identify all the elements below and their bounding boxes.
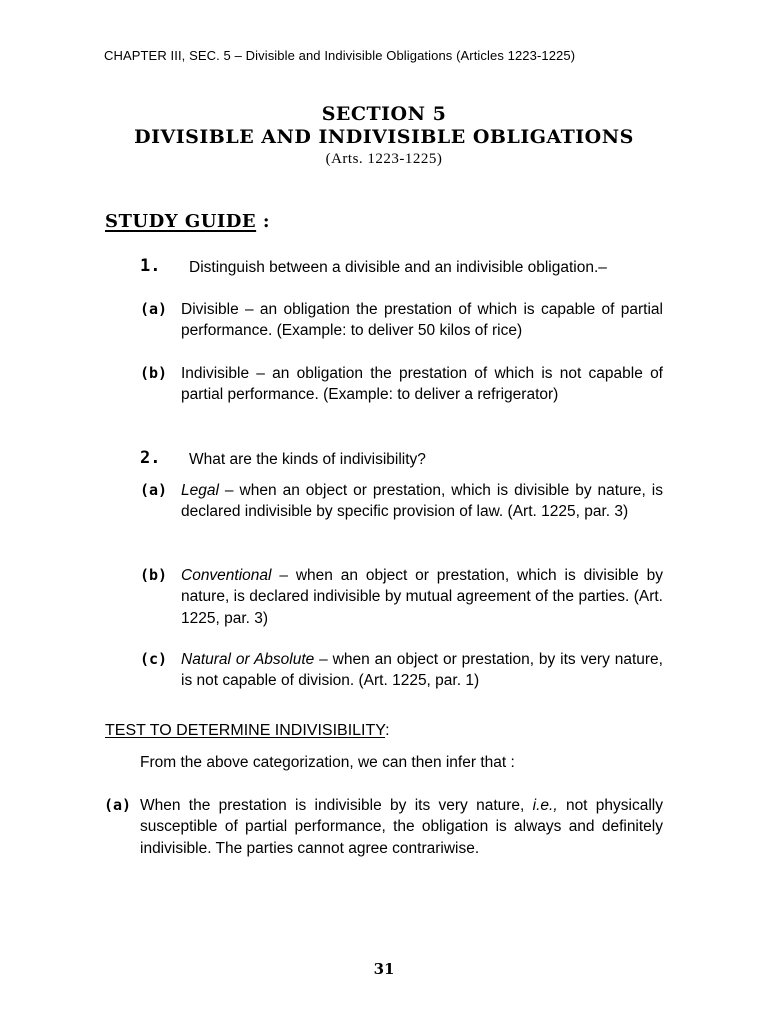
test-item-a-italic: i.e., [532,797,558,814]
q2-item-c-label: (c) [140,650,168,668]
q2-item-b-term: Conventional – [181,567,288,584]
test-intro: From the above categorization, we can then infer that : [140,754,515,771]
section-articles: (Arts. 1223-1225) [325,151,443,167]
q2-item-b-label: (b) [140,566,168,584]
test-heading-text: TEST TO DETERMINE INDIVISIBILITY [105,722,386,739]
q2-item-c-term: Natural or Absolute – [181,651,328,668]
q1-item-a-text: – an obligation the prestation of which is capable of partial performance. (Example: to deliver 50 kilos of rice) [181,301,663,340]
q2-item-a-ref: (Art. 1225, par. 3) [507,503,629,521]
question-2-text: What are the kinds of indivisibility? [189,451,426,468]
q2-item-a-term: Legal [181,482,219,499]
test-item-a-after: not physically susceptible of partial performance, the obligation is always and definitely indivisible. The parties cannot agree contrariwise. [140,797,663,857]
study-guide-colon: : [262,211,271,232]
q1-item-b-label: (b) [140,364,168,382]
running-header: CHAPTER III, SEC. 5 – Divisible and Indivisible Obligations (Articles 1223-1225) [104,48,576,63]
q2-item-c-ref: (Art. 1225, par. 1) [358,672,480,690]
q1-item-b [181,363,663,406]
question-1-number: 1. [140,256,161,276]
test-item-a-label: (a) [104,796,132,814]
section-subtitle: DIVISIBLE AND INDIVISIBLE OBLIGATIONS [134,126,634,148]
q1-item-a [181,299,663,342]
test-heading [105,722,390,740]
q1-item-b-text: – an obligation the prestation of which is not capable of partial performance. (Example: to deliver a refrigerator) [181,365,663,404]
q2-item-b-ref: (Art. 1225, par. 3) [181,588,663,627]
page-number: 31 [373,960,395,978]
q2-item-b [181,565,663,629]
q2-item-a [181,480,663,523]
q2-item-b-text: when an object or prestation, which is divisible by nature, is declared indivisible by mutual agreement of the parties. [181,567,663,606]
q1-item-b-term: Indivisible [181,365,250,382]
question-1-text: Distinguish between a divisible and an indivisible obligation.– [189,259,607,276]
q2-item-c [181,649,663,692]
q1-item-a-term: Divisible [181,301,239,318]
test-item-a [140,795,663,859]
q2-item-a-text: – when an object or prestation, which is divisible by nature, is declared indivisible by specific provision of law. [181,482,663,521]
question-2-number: 2. [140,448,161,468]
q1-item-a-label: (a) [140,300,168,318]
study-guide-label: STUDY GUIDE [105,211,257,232]
test-item-a-before: When the prestation is indivisible by its very nature, [140,797,533,814]
test-heading-colon: : [385,722,390,739]
q2-item-a-label: (a) [140,481,168,499]
q2-item-c-text: when an object or prestation, by its very nature, is not capable of division. [181,651,663,690]
study-guide-heading [105,211,270,232]
section-title: SECTION 5 [321,103,447,125]
